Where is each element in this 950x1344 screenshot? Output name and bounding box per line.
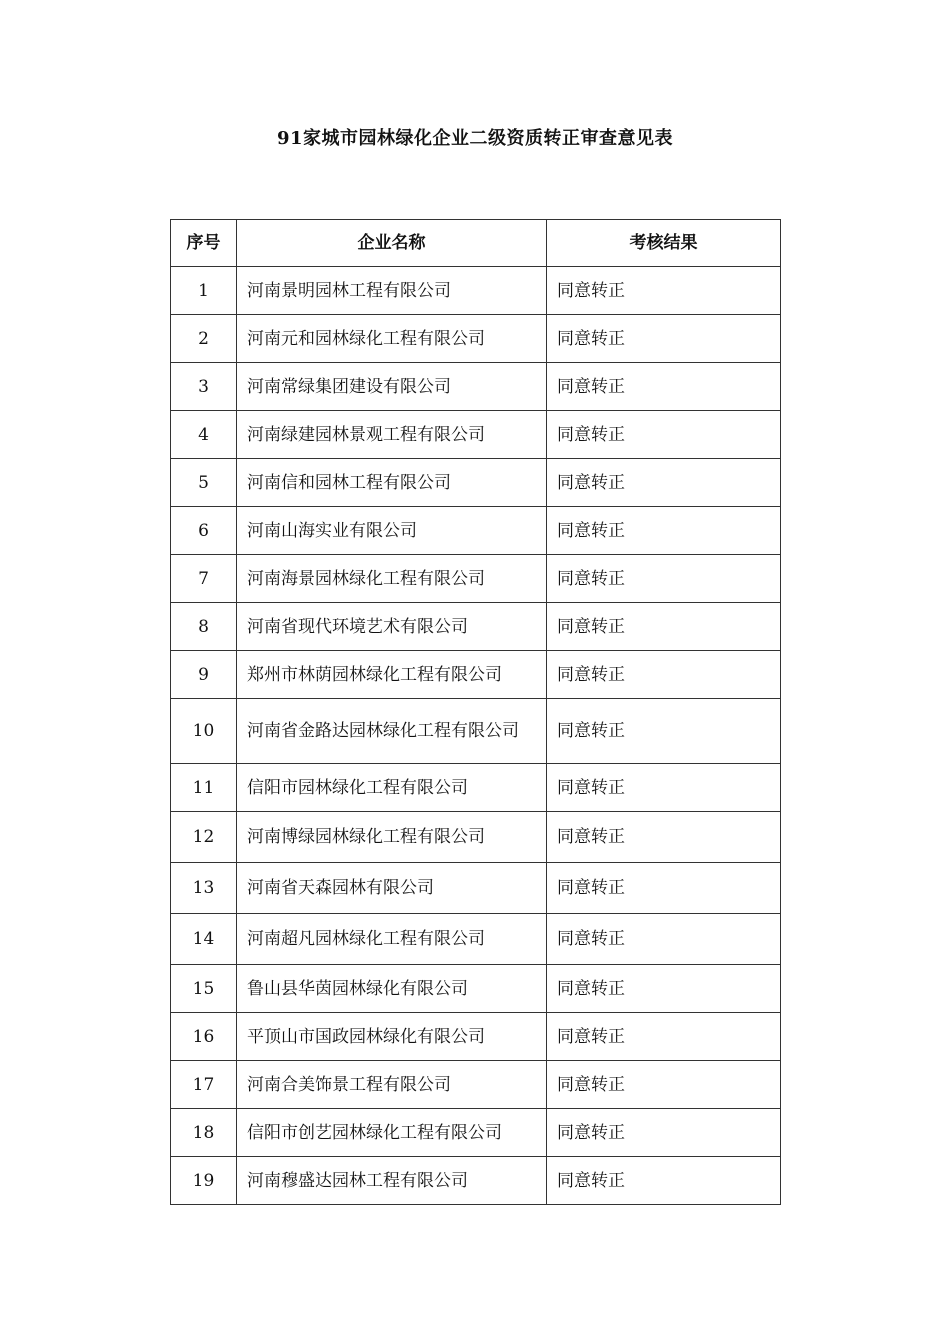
header-seq: 序号 bbox=[171, 220, 237, 267]
row-result: 同意转正 bbox=[547, 363, 781, 411]
table-row bbox=[171, 651, 781, 699]
row-seq: 5 bbox=[171, 459, 237, 507]
table-row bbox=[171, 1109, 781, 1157]
row-company-name: 鲁山县华茵园林绿化有限公司 bbox=[237, 965, 547, 1013]
row-seq: 13 bbox=[171, 863, 237, 914]
row-seq: 18 bbox=[171, 1109, 237, 1157]
row-company-name: 河南博绿园林绿化工程有限公司 bbox=[237, 812, 547, 863]
row-seq: 7 bbox=[171, 555, 237, 603]
row-company-name: 河南省金路达园林绿化工程有限公司 bbox=[237, 699, 547, 764]
row-seq: 8 bbox=[171, 603, 237, 651]
row-seq: 12 bbox=[171, 812, 237, 863]
table-row bbox=[171, 507, 781, 555]
table-row bbox=[171, 699, 781, 764]
row-seq: 4 bbox=[171, 411, 237, 459]
row-result: 同意转正 bbox=[547, 507, 781, 555]
table-row bbox=[171, 459, 781, 507]
table-row bbox=[171, 1157, 781, 1205]
row-seq: 2 bbox=[171, 315, 237, 363]
row-result: 同意转正 bbox=[547, 699, 781, 764]
row-company-name: 河南海景园林绿化工程有限公司 bbox=[237, 555, 547, 603]
row-company-name: 河南合美饰景工程有限公司 bbox=[237, 1061, 547, 1109]
row-seq: 19 bbox=[171, 1157, 237, 1205]
table-row bbox=[171, 555, 781, 603]
table-row bbox=[171, 267, 781, 315]
table-row bbox=[171, 315, 781, 363]
row-result: 同意转正 bbox=[547, 315, 781, 363]
row-result: 同意转正 bbox=[547, 651, 781, 699]
row-company-name: 河南信和园林工程有限公司 bbox=[237, 459, 547, 507]
row-company-name: 信阳市园林绿化工程有限公司 bbox=[237, 764, 547, 812]
header-company-name: 企业名称 bbox=[237, 220, 547, 267]
row-seq: 9 bbox=[171, 651, 237, 699]
row-seq: 16 bbox=[171, 1013, 237, 1061]
row-result: 同意转正 bbox=[547, 863, 781, 914]
row-company-name: 河南省现代环境艺术有限公司 bbox=[237, 603, 547, 651]
row-seq: 3 bbox=[171, 363, 237, 411]
page-title: 91家城市园林绿化企业二级资质转正审查意见表 bbox=[276, 128, 674, 149]
row-company-name: 河南常绿集团建设有限公司 bbox=[237, 363, 547, 411]
review-table bbox=[170, 219, 781, 1205]
row-company-name: 河南穆盛达园林工程有限公司 bbox=[237, 1157, 547, 1205]
row-company-name: 信阳市创艺园林绿化工程有限公司 bbox=[237, 1109, 547, 1157]
row-seq: 10 bbox=[171, 699, 237, 764]
row-company-name: 河南绿建园林景观工程有限公司 bbox=[237, 411, 547, 459]
row-result: 同意转正 bbox=[547, 603, 781, 651]
row-company-name: 河南超凡园林绿化工程有限公司 bbox=[237, 914, 547, 965]
row-company-name: 平顶山市国政园林绿化有限公司 bbox=[237, 1013, 547, 1061]
table-row bbox=[171, 1013, 781, 1061]
row-result: 同意转正 bbox=[547, 267, 781, 315]
table-row bbox=[171, 363, 781, 411]
row-result: 同意转正 bbox=[547, 965, 781, 1013]
table-header-row bbox=[171, 220, 781, 267]
header-result: 考核结果 bbox=[547, 220, 781, 267]
row-result: 同意转正 bbox=[547, 1157, 781, 1205]
row-result: 同意转正 bbox=[547, 764, 781, 812]
row-company-name: 河南景明园林工程有限公司 bbox=[237, 267, 547, 315]
row-result: 同意转正 bbox=[547, 1061, 781, 1109]
row-result: 同意转正 bbox=[547, 1013, 781, 1061]
row-result: 同意转正 bbox=[547, 1109, 781, 1157]
table-row bbox=[171, 914, 781, 965]
row-result: 同意转正 bbox=[547, 914, 781, 965]
row-company-name: 河南山海实业有限公司 bbox=[237, 507, 547, 555]
row-seq: 15 bbox=[171, 965, 237, 1013]
row-seq: 11 bbox=[171, 764, 237, 812]
row-result: 同意转正 bbox=[547, 555, 781, 603]
table-row bbox=[171, 863, 781, 914]
table-row bbox=[171, 411, 781, 459]
row-result: 同意转正 bbox=[547, 459, 781, 507]
table-row bbox=[171, 812, 781, 863]
row-result: 同意转正 bbox=[547, 411, 781, 459]
row-seq: 6 bbox=[171, 507, 237, 555]
row-company-name: 郑州市林荫园林绿化工程有限公司 bbox=[237, 651, 547, 699]
row-company-name: 河南省天森园林有限公司 bbox=[237, 863, 547, 914]
table-row bbox=[171, 603, 781, 651]
row-result: 同意转正 bbox=[547, 812, 781, 863]
table-row bbox=[171, 965, 781, 1013]
table-row bbox=[171, 764, 781, 812]
row-seq: 1 bbox=[171, 267, 237, 315]
row-company-name: 河南元和园林绿化工程有限公司 bbox=[237, 315, 547, 363]
row-seq: 17 bbox=[171, 1061, 237, 1109]
table-row bbox=[171, 1061, 781, 1109]
row-seq: 14 bbox=[171, 914, 237, 965]
